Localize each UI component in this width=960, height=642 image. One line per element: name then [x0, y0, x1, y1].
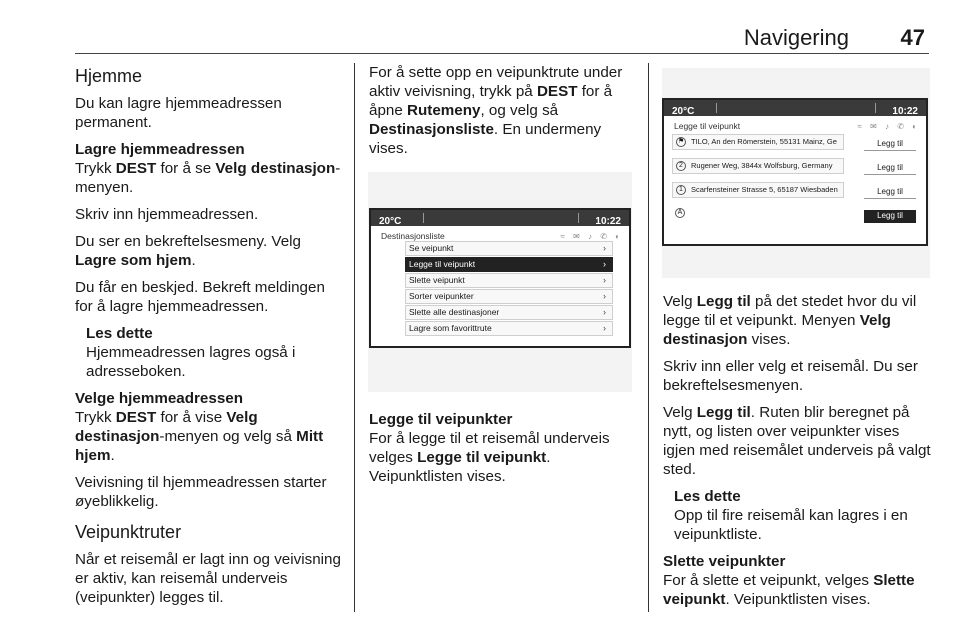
note-title: Les dette	[674, 488, 741, 505]
page-number: 47	[900, 25, 925, 50]
paragraph: Når et reisemål er lagt inn og veivisning er aktiv, kan reisemål underveis (veipunkter) legges til.	[75, 551, 341, 606]
menu-item-label: Lagre som favorittrute	[409, 323, 492, 333]
paragraph: Skriv inn eller velg et reisemål. Du ser bekreftelsesmenyen.	[663, 358, 918, 394]
column-2	[369, 63, 633, 494]
paragraph: Du ser en bekreftelsesmeny. Velg Lagre som hjem.	[75, 233, 301, 269]
paragraph: Skriv inn hjemmeadressen.	[75, 206, 259, 223]
screen-title: Destinasjonsliste	[381, 231, 445, 241]
note-body: Opp til fire reisemål kan lagres i en veipunktliste.	[674, 507, 908, 543]
temperature: 20°C	[672, 106, 695, 117]
waypoint-row	[672, 206, 844, 222]
paragraph: For å sette opp en veipunktrute under aktiv veivisning, trykk på DEST for å åpne Rutemeny, og velg så Destinasjonsliste. En undermeny vises.	[369, 64, 623, 157]
screen-top-bar	[371, 210, 629, 226]
paragraph: Du kan lagre hjemmeadressen permanent.	[75, 95, 282, 131]
chevron-right-icon: ›	[603, 307, 606, 317]
chevron-right-icon: ›	[603, 323, 606, 333]
waypoint-badge-icon: 2	[676, 161, 686, 171]
paragraph: Trykk DEST for å vise Velg destinasjon-menyen og velg så Mitt hjem.	[75, 409, 324, 464]
temperature: 20°C	[379, 216, 402, 227]
note-box	[75, 324, 343, 381]
menu-item-label: Slette veipunkt	[409, 275, 465, 285]
status-icons: ≈ ✉ ♪ ✆ ◐	[857, 122, 920, 131]
screen-title: Legge til veipunkt	[674, 121, 741, 131]
page-header	[75, 25, 929, 55]
menu-item-label: Sorter veipunkter	[409, 291, 474, 301]
note-title: Les dette	[86, 325, 153, 342]
waypoint-row	[672, 182, 844, 198]
screenshot-add-waypoint	[662, 68, 930, 278]
paragraph: Velg Legg til på det stedet hvor du vil legge til et veipunkt. Menyen Velg destinasjon vises.	[663, 293, 917, 348]
heading-veipunktruter: Veipunktruter	[75, 522, 182, 542]
paragraph: For å slette et veipunkt, velges Slette veipunkt. Veipunktlisten vises.	[663, 572, 915, 608]
header-rule	[75, 53, 929, 54]
waypoint-badge-icon: A	[675, 208, 685, 218]
section-title: Navigering	[743, 25, 849, 50]
add-waypoint-button[interactable]: Legg til	[864, 162, 916, 175]
waypoint-badge-icon: 1	[676, 185, 686, 195]
column-1	[75, 63, 343, 615]
chevron-right-icon: ›	[603, 275, 606, 285]
menu-item[interactable]	[405, 241, 613, 256]
paragraph: Du får en beskjed. Bekreft meldingen for å lagre hjemmeadressen.	[75, 279, 325, 315]
screen-top-bar	[664, 100, 926, 116]
chevron-right-icon: ›	[603, 291, 606, 301]
menu-item-label: Legge til veipunkt	[409, 259, 476, 269]
menu-item[interactable]	[405, 273, 613, 288]
paragraph: Velg Legg til. Ruten blir beregnet på nytt, og listen over veipunkter vises igjen med reisemålet underveis på valgt sted.	[663, 404, 931, 478]
subheading-legge-til-veipunkter: Legge til veipunkter	[369, 411, 513, 428]
paragraph: Veivisning til hjemmeadressen starter øyeblikkelig.	[75, 474, 327, 510]
waypoint-badge-icon: ⚑	[677, 138, 685, 145]
subheading-slette-veipunkter: Slette veipunkter	[663, 553, 786, 570]
add-waypoint-button[interactable]: Legg til	[864, 186, 916, 199]
waypoint-row	[672, 158, 844, 174]
paragraph: For å legge til et reisemål underveis velges Legge til veipunkt. Veipunktlisten vises.	[369, 430, 610, 485]
subheading-lagre-hjemmeadressen: Lagre hjemmeadressen	[75, 141, 245, 158]
add-waypoint-button[interactable]: Legg til	[864, 210, 916, 223]
waypoint-address: TILO, An den Römerstein, 55131 Mainz, Ge	[691, 137, 837, 146]
waypoint-row	[672, 134, 844, 150]
column-divider-1	[354, 63, 355, 612]
clock: 10:22	[595, 216, 621, 227]
waypoint-address: Rugener Weg, 3844x Wolfsburg, Germany	[691, 161, 833, 170]
column-divider-2	[648, 63, 649, 612]
note-body: Hjemmeadressen lagres også i adresseboken.	[86, 344, 296, 380]
chevron-right-icon: ›	[603, 259, 606, 269]
menu-item[interactable]	[405, 305, 613, 320]
screenshot-destination-list	[368, 172, 632, 392]
waypoint-list	[672, 134, 844, 230]
paragraph: Trykk DEST for å se Velg destinasjon-menyen.	[75, 160, 341, 196]
heading-hjemme: Hjemme	[75, 66, 143, 86]
destination-menu	[405, 241, 613, 337]
menu-item-label: Slette alle destinasjoner	[409, 307, 500, 317]
screen-status-bar	[664, 116, 926, 129]
waypoint-address: Scarfensteiner Strasse 5, 65187 Wiesbaden	[691, 185, 838, 194]
clock: 10:22	[892, 106, 918, 117]
menu-item[interactable]	[405, 257, 613, 272]
column-3	[663, 68, 931, 617]
infotainment-screen	[369, 208, 631, 348]
menu-item[interactable]	[405, 289, 613, 304]
infotainment-screen	[662, 98, 928, 246]
menu-item-label: Se veipunkt	[409, 243, 454, 253]
status-icons: ≈ ✉ ♪ ✆ ◐	[560, 232, 623, 241]
menu-item[interactable]	[405, 321, 613, 336]
add-waypoint-button[interactable]: Legg til	[864, 138, 916, 151]
note-box	[663, 487, 931, 544]
subheading-velge-hjemmeadressen: Velge hjemmeadressen	[75, 390, 243, 407]
chevron-right-icon: ›	[603, 243, 606, 253]
screen-status-bar	[371, 226, 629, 239]
